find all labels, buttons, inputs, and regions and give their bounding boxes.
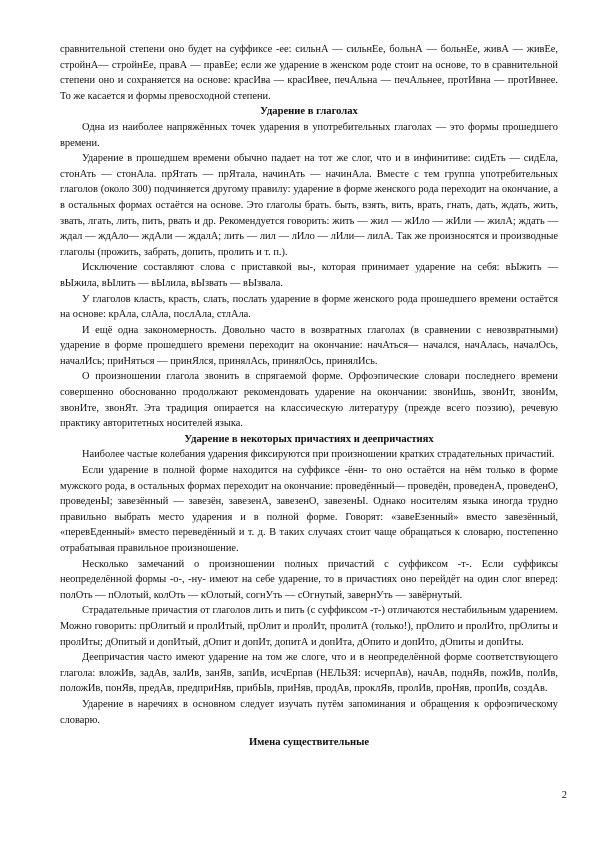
paragraph: Ударение в наречиях в основном следует изучать путём запоминания и обращения к орфоэпическому словарю. xyxy=(60,698,558,726)
paragraph: Ударение в прошедшем времени обычно падает на тот же слог, что и в инфинитиве: сидЕть — сидЕла, стонАть — стонАла. прЯтать — прЯтала, начинАть — начинАла. Вместе с тем группа употребительных глаголов (около 300) подчиняется другому правилу: ударение в форме женского рода переходит на окончание, а в остальных формах остаётся на основе. Это глаголы брать. быть, взять, вить, врать, гнать, дать, ждать, жить, звать, лгать, лить, пить, рвать и др. Рекомендуется говорить: жить — жил — жИло — жИли — жилА; ждать — ждал — ждАло— ждАли — ждалА; лить — лил — лИло — лИли— лилА. Так же произносятся и производные глаголы (прожить, забрать, допить, пролить и т. п.). xyxy=(60,153,558,258)
paragraph: Деепричастия часто имеют ударение на том же слоге, что и в неопределённой форме соответствующего глагола: вложИв, задАв, залИв, занЯв, запИв, исчЕрпав (НЕЛЬЗЯ: исчерпАв), начАв, поднЯв, пожИв, полИв, положИв, понЯв, предАв, предприНяв, прибЫв, приНяв, продАв, проклЯв, пролИв, проНяв, пропИв, создАв. xyxy=(60,652,558,695)
paragraph: О произношении глагола звонить в спрягаемой форме. Орфоэпические словари последнего времени совершенно обоснованно продолжают рекомендовать ударение на окончании: звонИшь, звонИт, звонИм, звонИте, звонЯт. Эта традиция опирается на классическую литературу (прежде всего поэзию), речевую практику авторитетных носителей языка. xyxy=(60,371,558,430)
document-page xyxy=(60,42,558,751)
paragraph: Наиболее частые колебания ударения фиксируются при произношении кратких страдательных причастий. xyxy=(82,449,555,461)
section-heading: Имена существительные xyxy=(248,737,370,749)
paragraph: сравнительной степени оно будет на суффиксе -ее: сильнА — сильнЕе, больнА — больнЕе, живА — живЕе, стройнА— стройнЕе, правА — правЕе; если же ударение в женском роде стоит на основе, то в сравнительной степени оно и сохраняется на основе: красИва — красИвее, печАльна — печАльнее, протИвна — протИвнее. То же касается и формы превосходной степени. xyxy=(60,44,558,102)
paragraph: Одна из наиболее напряжённых точек ударения в употребительных глаголах — это формы прошедшего времени. xyxy=(60,121,558,149)
page-number: 2 xyxy=(561,790,567,801)
paragraph: Если ударение в полной форме находится на суффиксе -ённ- то оно остаётся на нём только в форме мужского рода, в остальных формах переходит на окончание: проведённый— проведён, проведенА, проведенО, проведенЫ; завезённый — завезён, завезенА, завезенО, завезенЫ. Однако носителям языка иногда трудно правильно выбрать место ударения и в полной форме. Говорят: «завеЕзенный» вместо завезённый, «перевЕденный» вместо переведённый и т. д. В таких случаях стоит чаще обращаться к словарю, постепенно отрабатывая правильное произношение. xyxy=(60,465,558,554)
paragraph: Несколько замечаний о произношении полных причастий с суффиксом -т-. Если суффиксы неопределённой формы -о-, -ну- имеют на себе ударение, то в причастиях оно перейдёт на один слог вперед: полОть — пОлотый, колОть — кОлотый, согнУть — сОгнутый, завернУть — завёрнутый. xyxy=(60,558,558,601)
section-heading: Ударение в некоторых причастиях и деепричастиях xyxy=(184,433,434,445)
paragraph: И ещё одна закономерность. Довольно часто в возвратных глаголах (в сравнении с невозвратными) ударение в форме прошедшего времени переходит на окончание: начАться— начался, начАлась, началОсь, началИсь; приНяться — принЯлся, принялАсь, принялОсь, принялИсь. xyxy=(60,324,558,367)
paragraph: У глаголов класть, красть, слать, послать ударение в форме женского рода прошедшего времени остаётся на основе: крАла, слАла, послАла, стлАла. xyxy=(60,293,558,321)
paragraph: Исключение составляют слова с приставкой вы-, которая принимает ударение на себя: вЫжить — вЫжила, вЫлить — вЫлила, вЫзвать — вЫзвала. xyxy=(60,262,558,289)
paragraph: Страдательные причастия от глаголов лить и пить (с суффиксом -т-) отличаются нестабильным ударением. Можно говорить: прОлитый и пролИтый, прОлит и пролИт, пролитА (только!), прОлито и пролИто, прОлиты и пролИты; дОпитый и допИтый, дОпит и допИт, допитА и допИта, дОпито и допИто, дОпиты и допИты. xyxy=(60,605,558,648)
section-heading: Ударение в глаголах xyxy=(260,106,358,118)
